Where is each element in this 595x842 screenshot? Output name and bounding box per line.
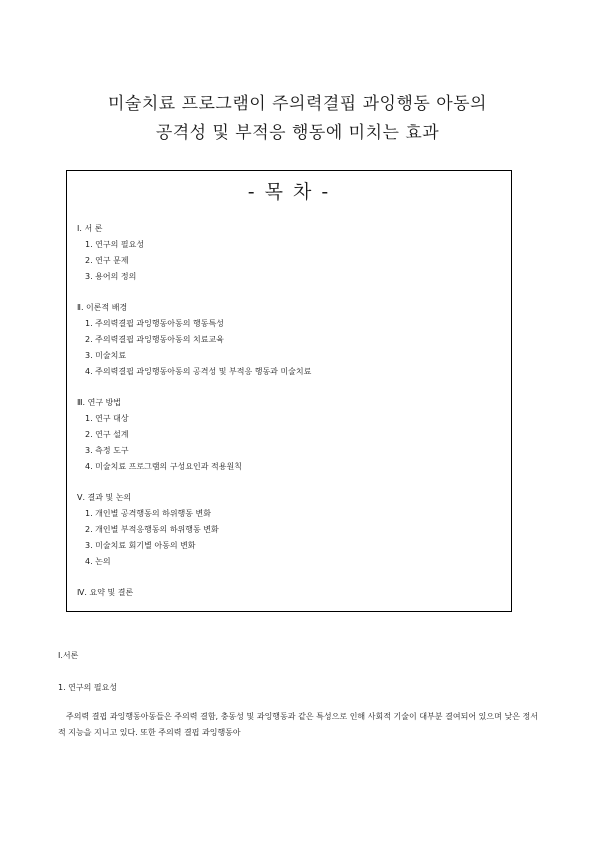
toc-section xyxy=(77,300,497,380)
section-heading: Ⅰ.서론 xyxy=(58,651,79,660)
toc-list xyxy=(77,221,497,616)
toc-item: 1. 연구의 필요성 xyxy=(85,240,145,249)
toc-item: 2. 연구 문제 xyxy=(85,256,129,265)
toc-section xyxy=(77,395,497,475)
document-title xyxy=(0,90,595,148)
toc-item: 4. 주의력결핍 과잉행동아동의 공격성 및 부적응 행동과 미술치료 xyxy=(85,367,312,376)
toc-section-title: Ⅴ. 결과 및 논의 xyxy=(77,493,132,502)
toc-section-title: Ⅳ. 요약 및 결론 xyxy=(77,588,134,597)
document-body xyxy=(58,648,538,741)
toc-section-title: Ⅱ. 이론적 배경 xyxy=(77,303,128,312)
toc-section-title: Ⅰ. 서 론 xyxy=(77,224,103,233)
title-line-1: 미술치료 프로그램이 주의력결핍 과잉행동 아동의 xyxy=(108,94,487,114)
toc-item: 1. 연구 대상 xyxy=(85,414,129,423)
toc-item: 3. 미술치료 xyxy=(85,351,127,360)
toc-item: 2. 연구 설계 xyxy=(85,430,129,439)
toc-heading: - 목 차 - xyxy=(247,181,331,203)
subsection-heading: 1. 연구의 필요성 xyxy=(58,683,118,692)
body-paragraph: 주의력 결핍 과잉행동아동들은 주의력 결함, 충동성 및 과잉행동과 같은 특성으로 인해 사회적 기술이 대부분 결여되어 있으며 낮은 정서적 지능을 지니고 있다. 또한 주의력 결핍 과잉행동아 xyxy=(58,712,538,737)
toc-item: 4. 미술치료 프로그램의 구성요인과 적용원칙 xyxy=(85,462,242,471)
toc-section xyxy=(77,585,497,601)
toc-section xyxy=(77,221,497,285)
toc-item: 3. 용어의 정의 xyxy=(85,272,137,281)
toc-item: 1. 주의력결핍 과잉행동아동의 행동특성 xyxy=(85,319,224,328)
toc-item: 2. 주의력결핍 과잉행동아동의 치료교육 xyxy=(85,335,224,344)
table-of-contents xyxy=(66,170,512,612)
toc-section-title: Ⅲ. 연구 방법 xyxy=(77,398,122,407)
toc-section xyxy=(77,490,497,570)
toc-item: 3. 미술치료 회기별 아동의 변화 xyxy=(85,541,196,550)
toc-item: 3. 측정 도구 xyxy=(85,446,129,455)
toc-item: 1. 개인별 공격행동의 하위행동 변화 xyxy=(85,509,211,518)
toc-item: 2. 개인별 부적응행동의 하위행동 변화 xyxy=(85,525,219,534)
title-line-2: 공격성 및 부적응 행동에 미치는 효과 xyxy=(155,123,440,143)
toc-item: 4. 논의 xyxy=(85,557,111,566)
